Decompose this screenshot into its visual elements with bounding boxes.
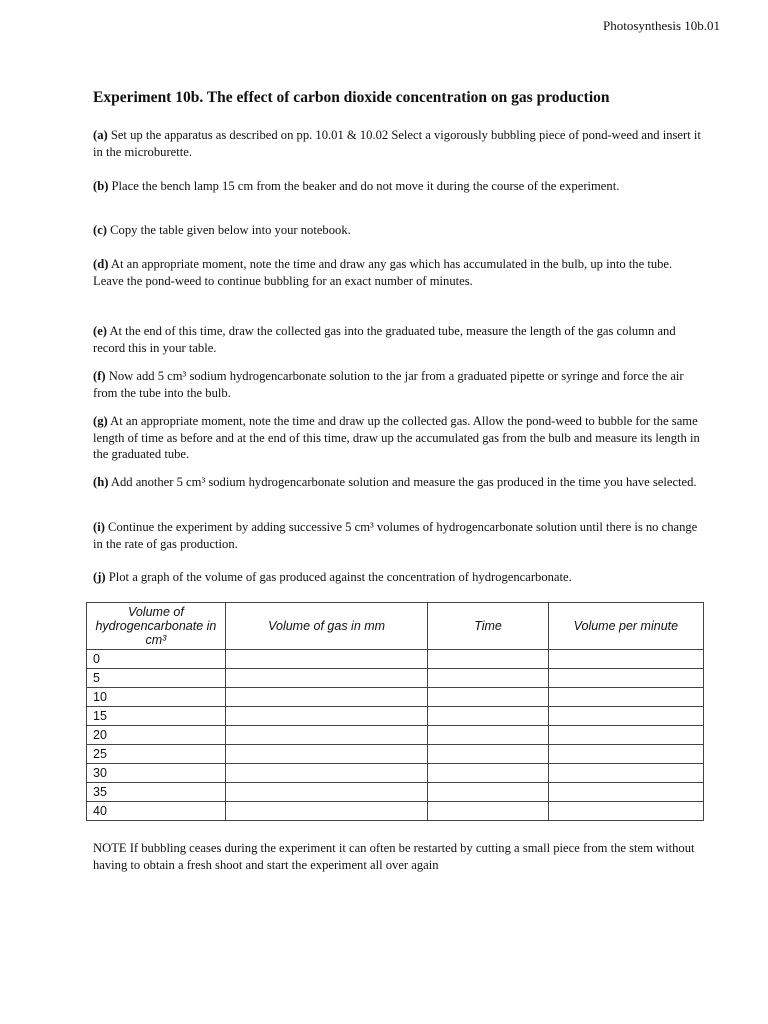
concentration-cell: 5 — [87, 669, 226, 688]
empty-cell — [548, 669, 703, 688]
concentration-cell: 30 — [87, 764, 226, 783]
column-header: Volume per minute — [548, 603, 703, 650]
step-g — [93, 413, 703, 463]
step-text: Plot a graph of the volume of gas produced against the concentration of hydrogencarbonate. — [105, 570, 572, 584]
empty-cell — [428, 669, 548, 688]
table-row — [87, 707, 704, 726]
concentration-cell: 35 — [87, 783, 226, 802]
step-text: Add another 5 cm³ sodium hydrogencarbonate solution and measure the gas produced in the time you have selected. — [108, 475, 697, 489]
empty-cell — [428, 745, 548, 764]
empty-cell — [548, 726, 703, 745]
step-label: (h) — [93, 475, 109, 489]
step-a — [93, 127, 703, 160]
concentration-cell: 0 — [87, 650, 226, 669]
step-label: (b) — [93, 179, 109, 193]
step-label: (e) — [93, 324, 107, 338]
step-j — [93, 569, 703, 586]
table-header-row — [87, 603, 704, 650]
table-row — [87, 669, 704, 688]
step-text: At an appropriate moment, note the time and draw any gas which has accumulated in the bulb, up into the tube. Leave the pond-weed to continue bubbling for an exact number of minutes. — [93, 257, 673, 288]
step-text: Copy the table given below into your notebook. — [106, 223, 351, 237]
step-text: At an appropriate moment, note the time and draw up the collected gas. Allow the pond-weed to bubble for the same length of time as before and at the end of this time, draw up the accumulated gas from the bulb and measure its length in the graduated tube. — [93, 414, 700, 461]
empty-cell — [428, 650, 548, 669]
step-text: Set up the apparatus as described on pp. 10.01 & 10.02 Select a vigorously bubbling piece of pond-weed and insert it in the microburette. — [93, 128, 701, 159]
concentration-cell: 40 — [87, 802, 226, 821]
table-row — [87, 802, 704, 821]
step-e — [93, 323, 703, 356]
empty-cell — [548, 707, 703, 726]
empty-cell — [225, 669, 428, 688]
empty-cell — [548, 688, 703, 707]
empty-cell — [428, 726, 548, 745]
step-i — [93, 519, 703, 552]
concentration-cell: 10 — [87, 688, 226, 707]
empty-cell — [428, 783, 548, 802]
running-header: Photosynthesis 10b.01 — [602, 18, 720, 33]
empty-cell — [225, 764, 428, 783]
step-h — [93, 474, 703, 491]
empty-cell — [225, 802, 428, 821]
table-row — [87, 783, 704, 802]
concentration-cell: 25 — [87, 745, 226, 764]
table-row — [87, 650, 704, 669]
empty-cell — [225, 707, 428, 726]
column-header: Volume of gas in mm — [225, 603, 428, 650]
table-row — [87, 764, 704, 783]
step-text: At the end of this time, draw the collected gas into the graduated tube, measure the length of the gas column and record this in your table. — [93, 324, 676, 355]
column-header: Time — [428, 603, 548, 650]
step-label: (j) — [93, 570, 106, 584]
table-row — [87, 688, 704, 707]
concentration-cell: 15 — [87, 707, 226, 726]
column-header: Volume of hydrogencarbonate in cm³ — [87, 603, 226, 650]
step-label: (a) — [93, 128, 108, 142]
empty-cell — [428, 802, 548, 821]
step-text: Now add 5 cm³ sodium hydrogencarbonate solution to the jar from a graduated pipette or syringe and force the air from the tube into the bulb. — [93, 369, 684, 400]
step-label: (g) — [93, 414, 108, 428]
table-row — [87, 726, 704, 745]
step-label: (d) — [93, 257, 109, 271]
step-b — [93, 178, 703, 195]
results-table — [86, 602, 704, 821]
empty-cell — [428, 764, 548, 783]
step-label: (f) — [93, 369, 106, 383]
step-d — [93, 256, 703, 289]
empty-cell — [548, 802, 703, 821]
empty-cell — [548, 764, 703, 783]
empty-cell — [225, 726, 428, 745]
empty-cell — [225, 650, 428, 669]
concentration-cell: 20 — [87, 726, 226, 745]
step-label: (i) — [93, 520, 105, 534]
empty-cell — [428, 707, 548, 726]
empty-cell — [428, 688, 548, 707]
table-row — [87, 745, 704, 764]
empty-cell — [548, 745, 703, 764]
step-text: Continue the experiment by adding successive 5 cm³ volumes of hydrogencarbonate solution until there is no change in the rate of gas production. — [93, 520, 698, 551]
empty-cell — [548, 783, 703, 802]
step-text: Place the bench lamp 15 cm from the beaker and do not move it during the course of the experiment. — [108, 179, 620, 193]
bubbling-note: NOTE If bubbling ceases during the experiment it can often be restarted by cutting a small piece from the stem without having to obtain a fresh shoot and start the experiment all over again — [93, 841, 695, 872]
page-title: Experiment 10b. The effect of carbon dioxide concentration on gas production — [93, 89, 610, 106]
step-f — [93, 368, 703, 401]
step-c — [93, 222, 703, 239]
empty-cell — [225, 783, 428, 802]
empty-cell — [548, 650, 703, 669]
empty-cell — [225, 745, 428, 764]
step-label: (c) — [93, 223, 107, 237]
empty-cell — [225, 688, 428, 707]
